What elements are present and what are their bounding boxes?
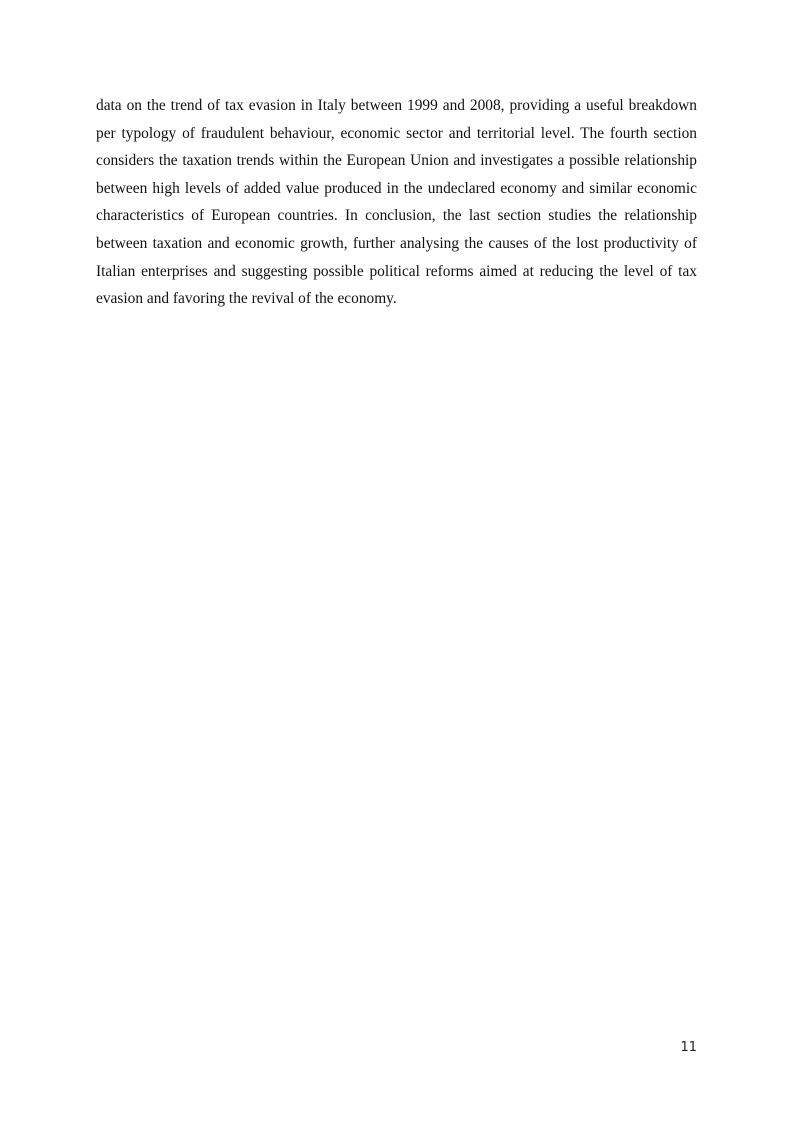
- body-paragraph: data on the trend of tax evasion in Italy between 1999 and 2008, providing a useful breakdown per typology of fraudulent behaviour, economic sector and territorial level. The fourth section considers the taxation trends within the European Union and investigates a possible relationship between high levels of added value produced in the undeclared economy and similar economic characteristics of European countries. In conclusion, the last section studies the relationship between taxation and economic growth, further analysing the causes of the lost productivity of Italian enterprises and suggesting possible political reforms aimed at reducing the level of tax evasion and favoring the revival of the economy.: [96, 97, 697, 308]
- page-number: 11: [680, 1040, 697, 1055]
